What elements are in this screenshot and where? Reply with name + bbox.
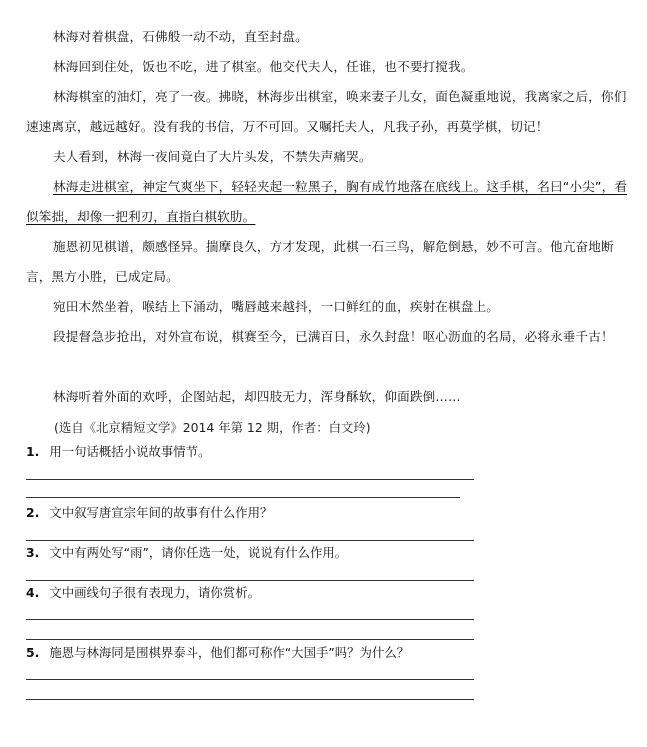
answer-line[interactable] (26, 619, 474, 620)
source-citation: (选自《北京精短文学》2014 年第 12 期，作者：白文玲) (54, 420, 371, 435)
story-paragraph-1: 林海对着棋盘，石佛般一动不动，直至封盘。 (53, 29, 308, 44)
question-1 (26, 442, 210, 462)
question-number: 1. (26, 444, 40, 459)
question-5 (26, 643, 409, 663)
answer-line[interactable] (26, 639, 474, 640)
question-text: 文中叙写唐宣宗年间的故事有什么作用？ (49, 505, 273, 520)
answer-line[interactable] (26, 699, 474, 700)
story-paragraph-9: 林海听着外面的欢呼，企图站起，却四肢无力，浑身酥软，仰面跌倒…… (53, 389, 461, 404)
question-number: 4. (26, 585, 40, 600)
question-3 (26, 543, 347, 563)
story-paragraph-8: 段提督急步抢出，对外宣布说，棋赛至今，已满百日，永久封盘！呕心沥血的名局，必将永垂千古！ (53, 329, 614, 344)
question-number: 3. (26, 545, 40, 560)
answer-line[interactable] (26, 497, 460, 498)
question-text: 文中画线句子很有表现力，请你赏析。 (49, 585, 260, 600)
question-number: 5. (26, 645, 40, 660)
answer-line[interactable] (26, 479, 474, 480)
story-paragraph-5-underlined (26, 172, 638, 232)
story-paragraph-2: 林海回到住处，饭也不吃，进了棋室。他交代夫人，任谁，也不要打搅我。 (53, 59, 474, 74)
underlined-sentence: 林海走进棋室，神定气爽坐下，轻轻夹起一粒黑子，胸有成竹地落在底线上。这手棋，名曰“小尖”，看似笨拙，却像一把利刃，直指白棋软肋。 (26, 179, 628, 224)
question-text: 施恩与林海同是围棋界泰斗，他们都可称作“大国手”吗？为什么？ (49, 645, 410, 660)
story-paragraph-7: 宛田木然坐着，喉结上下涌动，嘴唇越来越抖，一口鲜红的血，疾射在棋盘上。 (53, 299, 500, 314)
question-4 (26, 583, 260, 603)
answer-line[interactable] (26, 540, 474, 541)
question-text: 文中有两处写“雨”，请你任选一处，说说有什么作用。 (49, 545, 348, 560)
answer-line[interactable] (26, 580, 474, 581)
question-number: 2. (26, 505, 40, 520)
story-paragraph-6: 施恩初见棋谱，颇感怪异。揣摩良久，方才发现，此棋一石三鸟，解危倒悬，妙不可言。他亢奋地断言，黑方小胜，已成定局。 (26, 239, 614, 284)
story-paragraph-3: 林海棋室的油灯，亮了一夜。拂晓，林海步出棋室，唤来妻子儿女，面色凝重地说，我离家之后，你们速速离京，越远越好。没有我的书信，万不可回。又嘱托夫人，凡我子孙，再莫学棋，切记！ (26, 89, 627, 134)
story-paragraph-4: 夫人看到，林海一夜间竟白了大片头发，不禁失声痛哭。 (53, 149, 372, 164)
answer-line[interactable] (26, 679, 474, 680)
question-text: 用一句话概括小说故事情节。 (49, 444, 211, 459)
question-2 (26, 503, 272, 523)
